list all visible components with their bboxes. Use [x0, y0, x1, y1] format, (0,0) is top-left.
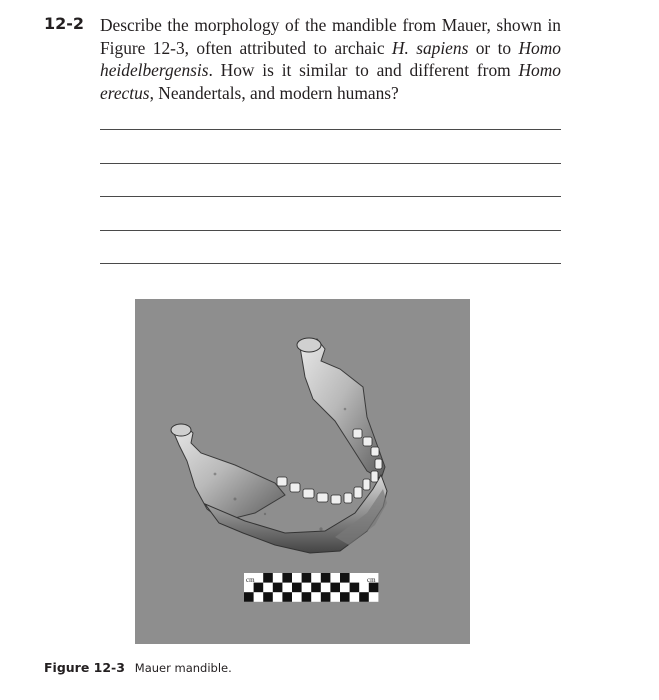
question-text-part: , Neandertals, and modern humans?: [149, 82, 399, 103]
scale-bar-square: [369, 583, 379, 593]
answer-line[interactable]: [100, 230, 561, 231]
question-text-part: H. sapiens: [391, 37, 469, 58]
scale-bar-label-right: cm: [367, 576, 376, 584]
scale-bar-square: [359, 592, 369, 602]
scale-bar-square: [263, 573, 273, 583]
scale-bar-label-left: cm: [246, 576, 255, 584]
figure-photo: [135, 299, 470, 644]
scale-bar-square: [321, 592, 331, 602]
scale-bar-square: [254, 583, 264, 593]
question-text-part: Homo erectus: [100, 60, 561, 103]
scale-bar-square: [273, 583, 283, 593]
answer-line[interactable]: [100, 263, 561, 264]
scale-bar-square: [340, 573, 350, 583]
question-text-part: . How is it similar to and different from: [208, 60, 519, 80]
mandible-illustration: [135, 299, 470, 644]
question-number: 12-2: [44, 14, 85, 33]
scale-bar-square: [244, 592, 254, 602]
question-text-part: Homo heidelbergensis: [100, 37, 561, 80]
figure-caption: [44, 660, 232, 675]
scale-bar-square: [311, 583, 321, 593]
question-text: [100, 14, 561, 104]
scale-bar-square: [340, 592, 350, 602]
figure-caption-title: Mauer mandible.: [134, 661, 232, 675]
mandible-bone: [171, 338, 387, 553]
scale-bar-square: [350, 583, 360, 593]
scale-bar-square: [282, 592, 292, 602]
question-text-part: Describe the morphology of the mandible from Mauer, shown in Figure 12-3, often attributed to archaic: [100, 15, 561, 58]
answer-line[interactable]: [100, 129, 561, 130]
scale-bar-square: [302, 573, 312, 583]
question-text-part: or to: [468, 37, 519, 58]
answer-line[interactable]: [100, 196, 561, 197]
scale-bar-square: [292, 583, 302, 593]
scale-bar-square: [321, 573, 331, 583]
scale-bar-square: [263, 592, 273, 602]
scale-bar-square: [282, 573, 292, 583]
scale-bar-square: [302, 592, 312, 602]
answer-line[interactable]: [100, 163, 561, 164]
scale-bar: [244, 573, 378, 602]
scale-bar-square: [330, 583, 340, 593]
figure-caption-label: Figure 12-3: [44, 660, 125, 675]
